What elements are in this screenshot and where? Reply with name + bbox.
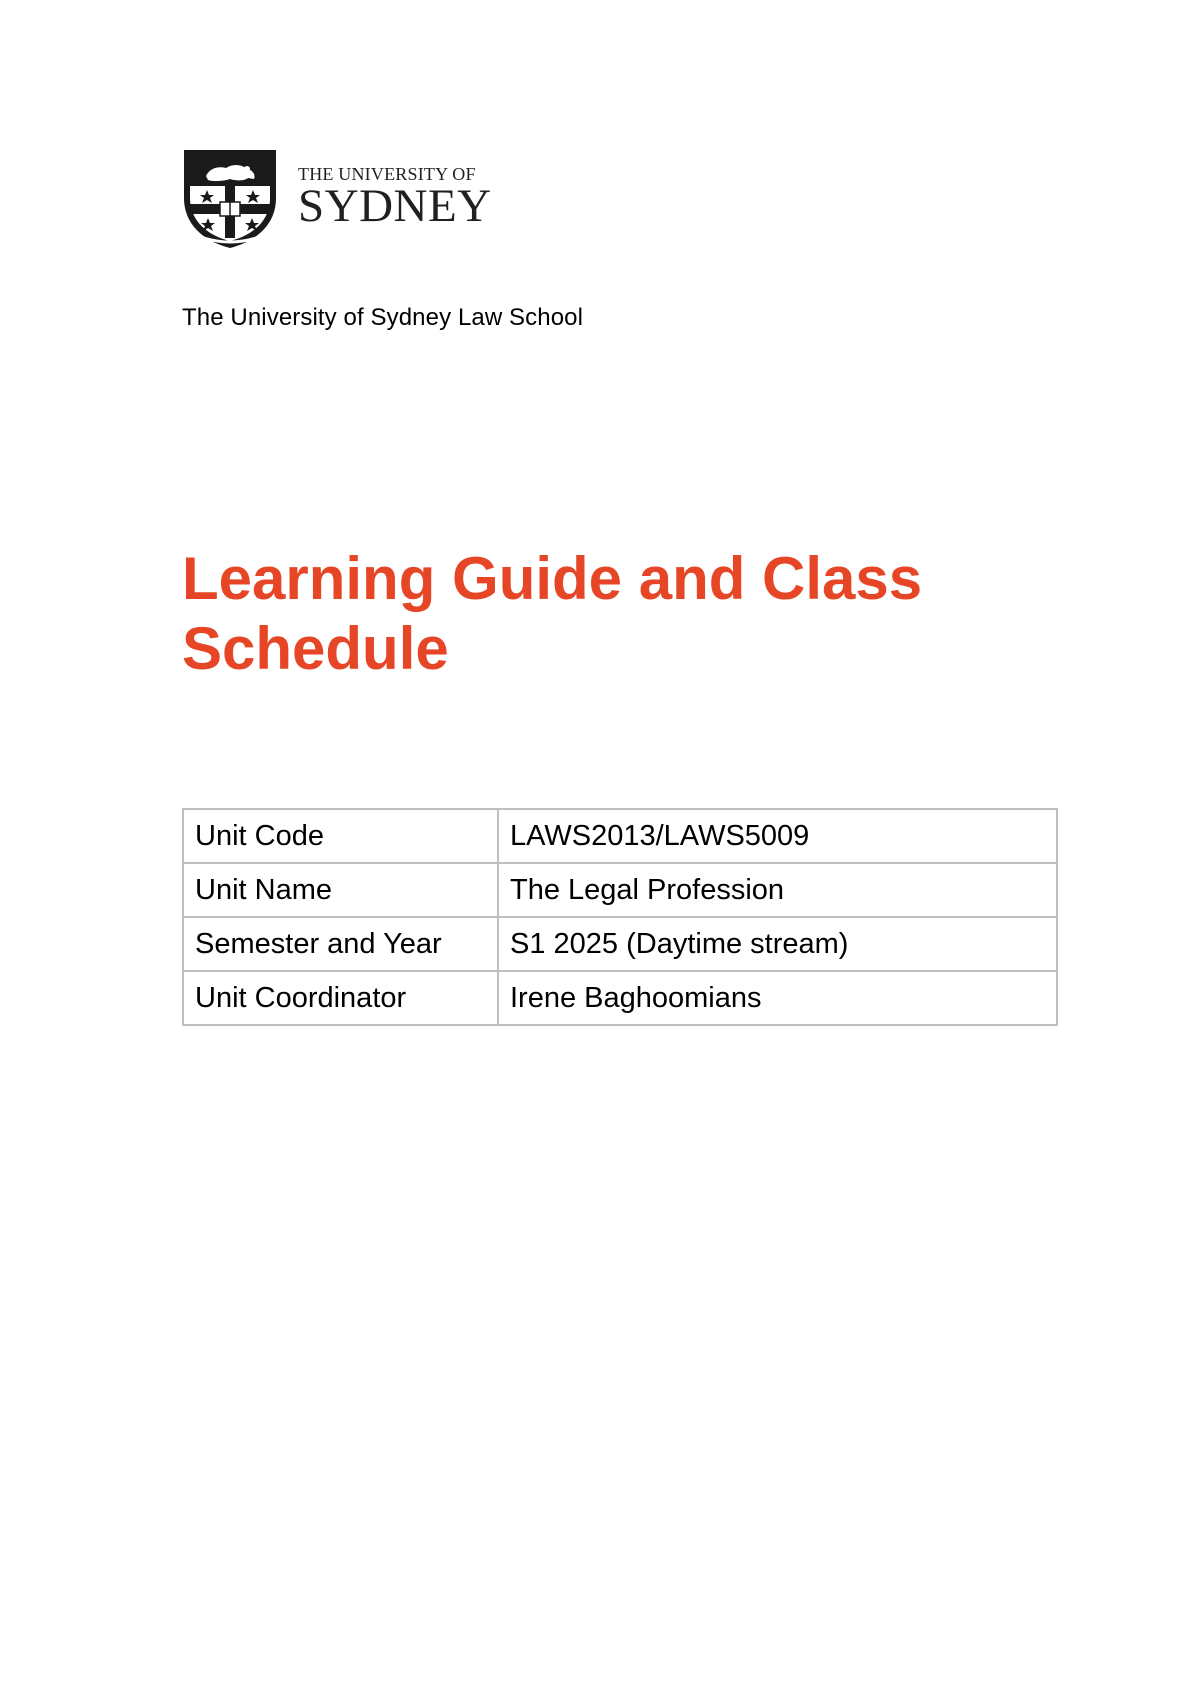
unit-code-label: Unit Code [183,809,498,863]
wordmark-line2: SYDNEY [298,180,492,232]
unit-name-label: Unit Name [183,863,498,917]
table-row [183,971,1057,1025]
table-row [183,917,1057,971]
school-name: The University of Sydney Law School [182,304,584,331]
wordmark-line1: THE UNIVERSITY OF [298,164,476,184]
university-crest-icon [180,146,280,250]
unit-coordinator-value: Irene Baghoomians [498,971,1057,1025]
unit-name-value: The Legal Profession [498,863,1057,917]
unit-details-table [182,808,1058,1026]
semester-year-value: S1 2025 (Daytime stream) [498,917,1057,971]
table-row [183,863,1057,917]
unit-code-value: LAWS2013/LAWS5009 [498,809,1057,863]
table-row [183,809,1057,863]
university-wordmark [298,164,492,232]
university-logo [180,146,492,250]
document-title: Learning Guide and Class Schedule [182,545,923,682]
unit-coordinator-label: Unit Coordinator [183,971,498,1025]
semester-year-label: Semester and Year [183,917,498,971]
